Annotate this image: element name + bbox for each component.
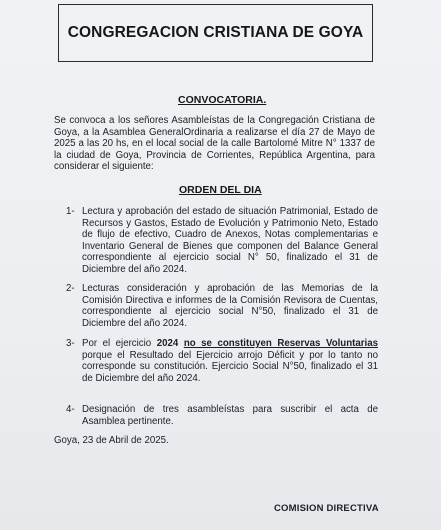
agenda-item-number: 3- [66, 338, 75, 349]
document-date: Goya, 23 de Abril de 2025. [54, 435, 169, 446]
agenda-item-text-part2: porque el Resultado del Ejercicio arrojo Déficit y por lo tanto no corresponde su constitución. Ejercicio Social N°50, finalizado el 31 de Diciembre del año 2024. [82, 349, 378, 384]
agenda-item-number: 1- [66, 206, 75, 217]
agenda-item-4 [66, 404, 378, 427]
agenda-item-1 [66, 206, 378, 276]
signature-line: COMISION DIRECTIVA [274, 503, 379, 514]
title-box [58, 4, 373, 62]
agenda-item-text: Lecturas consideración y aprobación de las Memorias de la Comisión Directiva e informes de la Comisión Revisora de Cuentas, correspondiente al ejercicio social N°50, finalizado el 31 de Diciembre del año 2024. [82, 283, 378, 329]
agenda-item-text: Lectura y aprobación del estado de situación Patrimonial, Estado de Recursos y Gastos, Estado de Evolución y Patrimonio Neto, Estado de flujo de efectivo, Cuadro de Anexos, Notas complementarias e Inventario General de Bienes que componen del Balance General correspondiente al ejercicio social N° 50, finalizado el 31 de Diciembre del año 2024. [82, 206, 378, 275]
agenda-item-year: 2024 [156, 338, 179, 349]
convocatoria-paragraph: Se convoca a los señores Asambleístas de la Congregación Cristiana de Goya, a la Asamblea GeneralOrdinaria a realizarse el día 27 de Mayo de 2025 a las 20 hs, en el local social de la calle Bartolomé Mitre N° 1337 de la ciudad de Goya, Provincia de Corrientes, República Argentina, para considerar el siguiente: [54, 115, 375, 173]
orden-del-dia-heading: ORDEN DEL DIA [179, 184, 262, 196]
agenda-item-emphasis: no se constituyen Reservas Voluntarias [183, 338, 378, 349]
agenda-item-2 [66, 283, 378, 329]
agenda-item-text-part1: Por el ejercicio [82, 338, 157, 349]
agenda-item-number: 2- [66, 283, 75, 294]
document-title: CONGREGACION CRISTIANA DE GOYA [67, 24, 364, 41]
agenda-item-text [82, 338, 378, 384]
agenda-item-3 [66, 338, 378, 384]
agenda-item-text: Designación de tres asambleístas para suscribir el acta de Asamblea pertinente. [82, 404, 378, 427]
agenda-item-number: 4- [66, 404, 75, 415]
convocatoria-heading: CONVOCATORIA. [178, 94, 267, 106]
